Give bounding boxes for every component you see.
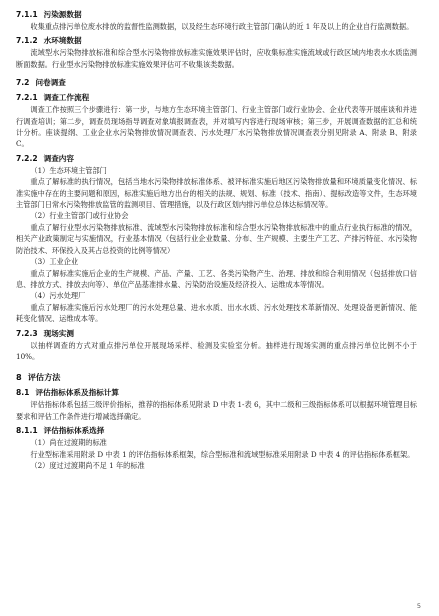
section-8-1-heading: 8.1 评估指标体系及指标计算 [16, 388, 119, 398]
paragraph-7-2-1: 调查工作按照三个步骤进行：第一步，与地方生态环境主管部门、行业主管部门或行业协会、企业代表等开展座谈和并进行调查培训；第二步，调查员现场指导调查对象填报调查表，并对填写内容进行现场审核；第三步，开展调查数据的汇总和统计分析。座谈提纲、工业企业水污染物排放情况调查表、污水处理厂水污染物排放情况调查表分别见附录 A、附录 B、附录 C。 [16, 105, 417, 149]
paragraph-sewage-plant: 重点了解标准实施后污水处理厂的污水处理总量、进水水质、出水水质、污水处理技术革新情况、处理设备更新情况、能耗变化情况、运维成本等。 [16, 302, 417, 324]
list-item-industry-dept: （2）行业主管部门或行业协会 [30, 211, 129, 221]
section-8-heading: 8 评估方法 [16, 372, 61, 383]
section-8-1-1-heading: 8.1.1 评估指标体系选择 [16, 426, 105, 436]
section-7-1-1-heading: 7.1.1 污染源数据 [16, 10, 82, 19]
paragraph-industry-dept: 重点了解行业型水污染物排放标准、流域型水污染物排放标准和综合型水污染物排放标准中的重点行业执行标准的情况，相关产业政策制定与实施情况，行业基本情况（包括行业企业数量、分布、生产规模、主要生产工艺、产排污特征、水污染物防治技术、环保投入及其占总投资的比例等情况） [16, 222, 417, 255]
list-item-post-transition: （2）度过过渡期尚不足 1 年的标准 [30, 460, 145, 470]
paragraph-8-1: 评估指标体系包括三级评价指标，推荐的指标体系见附录 D 中表 1-表 6，其中二级和三级指标体系可以根据环境管理目标要求和评估工作条件进行增减选择确定。 [16, 400, 417, 421]
paragraph-7-2-3: 以抽样调查的方式对重点排污单位开展现场采样、检测及实验室分析。抽样进行现场实测的重点排污单位比例不小于 10%。 [16, 340, 417, 361]
list-item-transition-period: （1）尚在过渡期的标准 [30, 438, 107, 448]
list-item-ecology-dept: （1）生态环境主管部门 [30, 165, 107, 175]
paragraph-7-1-1: 收集重点排污单位废水排放的监督性监测数据，以及经生态环境行政主管部门确认的近 1 年及以上的企业自行监测数据。 [30, 22, 414, 31]
section-7-1-2-heading: 7.1.2 水环境数据 [16, 36, 82, 46]
paragraph-7-1-2: 流域型水污染物排放标准和综合型水污染物排放标准实施效果评估时，应收集标准实施流域或行政区域内地表水水质监测断面数据。行业型水污染物排放标准实施效果评估可不收集该类数据。 [16, 48, 417, 69]
page-number: 5 [416, 601, 421, 610]
paragraph-ecology-dept: 重点了解标准的执行情况，包括当地水污染物排放标准体系、被评标准实施后地区污染物排放量和环境质量变化情况、标准实施中存在的主要问题和原因，标准实施后地方出台的相关的法规、规划、标准（技术、指南）、提标改造等文件，生态环境主管部门日常水污染物排放监管的监测项目、管理措施，以及行政区划内排污单位总体达标情况等。 [16, 177, 417, 210]
list-item-industrial-enterprise: （3）工业企业 [30, 257, 79, 267]
list-item-sewage-plant: （4）污水处理厂 [30, 291, 86, 301]
section-7-2-2-heading: 7.2.2 调查内容 [16, 153, 74, 163]
section-7-2-heading: 7.2 问卷调查 [16, 78, 66, 88]
section-7-2-3-heading: 7.2.3 现场实测 [16, 328, 74, 338]
section-7-2-1-heading: 7.2.1 调查工作流程 [16, 93, 90, 103]
paragraph-transition-period: 行业型标准采用附录 D 中表 1 的评估指标体系框架，综合型标准和流域型标准采用附录 D 中表 4 的评估指标体系框架。 [30, 449, 415, 459]
paragraph-industrial-enterprise: 重点了解标准实施后企业的生产规模、产品、产量、工艺、各类污染物产生、治理、排放和综合利用情况（包括排放口信息、排放方式、排放去向等）、单位产品基准排水量、污染防治设施及经济投入、运维成本等情况。 [16, 268, 417, 289]
